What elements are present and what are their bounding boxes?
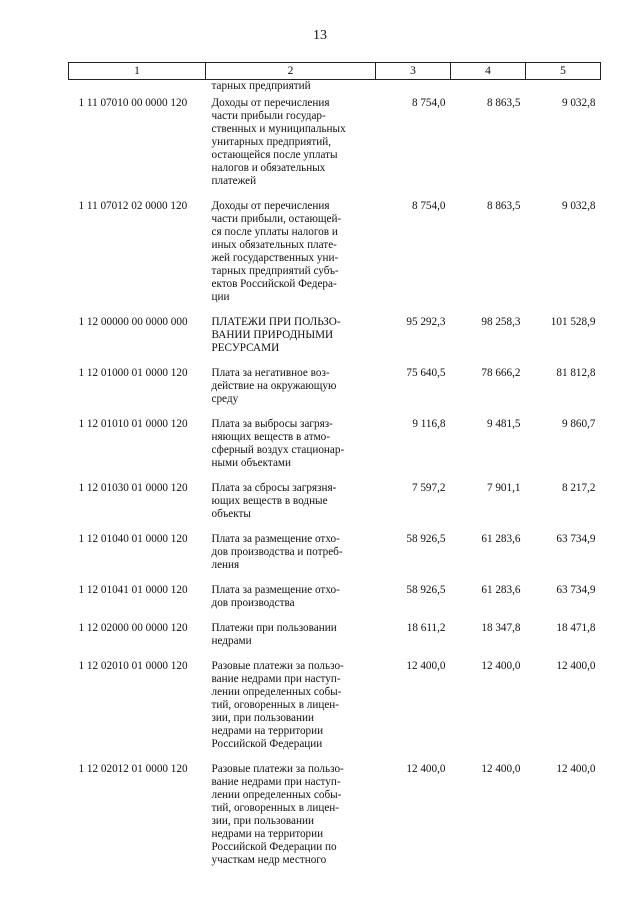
row-code: 1 12 01040 01 0000 120 bbox=[78, 533, 188, 545]
row-code: 1 12 02010 01 0000 120 bbox=[78, 660, 188, 672]
row-name-line: жей государственных уни- bbox=[211, 252, 339, 264]
row-value-col4 bbox=[451, 80, 526, 94]
row-value-col5: 18 471,8 bbox=[556, 622, 596, 634]
row-name bbox=[206, 414, 376, 478]
header-col-3: 3 bbox=[376, 63, 451, 80]
row-value-col3: 12 400,0 bbox=[406, 763, 446, 775]
row-name-line: Плата за размещение отхо- bbox=[211, 584, 340, 596]
row-value-col3: 58 926,5 bbox=[406, 584, 446, 596]
header-col-4: 4 bbox=[451, 63, 526, 80]
row-name-line: Плата за негативное воз- bbox=[211, 367, 330, 379]
table-row bbox=[69, 478, 601, 529]
row-value-col4: 9 481,5 bbox=[486, 418, 521, 430]
row-name-line: Плата за сбросы загрязня- bbox=[211, 482, 337, 494]
row-value-col5: 9 032,8 bbox=[561, 200, 596, 212]
row-name-line: тарных предприятий субъ- bbox=[211, 265, 339, 277]
header-row bbox=[69, 63, 601, 80]
row-value-col5: 9 032,8 bbox=[561, 97, 596, 109]
row-name bbox=[206, 529, 376, 580]
row-name-line: Российской Федерации bbox=[211, 738, 323, 750]
row-value-col5: 9 860,7 bbox=[561, 418, 596, 430]
row-value-col3: 8 754,0 bbox=[411, 97, 446, 109]
row-name-line: унитарных предприятий, bbox=[211, 136, 332, 148]
row-name-line: ектов Российской Федера- bbox=[211, 278, 337, 290]
row-value-col5: 101 528,9 bbox=[550, 316, 596, 328]
row-name-line: ся после уплаты налогов и bbox=[211, 226, 338, 238]
row-value-col4: 12 400,0 bbox=[481, 763, 521, 775]
row-name-line: Российской Федерации по bbox=[211, 841, 337, 853]
row-name-line: Плата за размещение отхо- bbox=[211, 533, 340, 545]
row-value-col3: 12 400,0 bbox=[406, 660, 446, 672]
row-name-line: РЕСУРСАМИ bbox=[211, 342, 280, 354]
row-name-line: ющих веществ в водные bbox=[211, 495, 328, 507]
row-value-col3: 8 754,0 bbox=[411, 200, 446, 212]
row-name-line: Разовые платежи за пользо- bbox=[211, 660, 344, 672]
row-name-line: Разовые платежи за пользо- bbox=[211, 763, 344, 775]
budget-table bbox=[68, 62, 601, 875]
row-code bbox=[69, 80, 206, 94]
row-name-line: Плата за выбросы загряз- bbox=[211, 418, 333, 430]
continuation-row bbox=[69, 80, 601, 94]
row-value-col4: 98 258,3 bbox=[481, 316, 521, 328]
row-name bbox=[206, 656, 376, 759]
row-name-line: лении определенных собы- bbox=[211, 686, 342, 698]
row-value-col4: 7 901,1 bbox=[486, 482, 521, 494]
row-code: 1 12 01041 01 0000 120 bbox=[78, 584, 188, 596]
row-value-col4: 61 283,6 bbox=[481, 584, 521, 596]
header-col-1: 1 bbox=[69, 63, 206, 80]
row-name-line: иных обязательных плате- bbox=[211, 239, 337, 251]
table-row bbox=[69, 414, 601, 478]
row-name bbox=[206, 759, 376, 875]
budget-table-container bbox=[68, 62, 600, 875]
table-body bbox=[69, 80, 601, 876]
row-value-col3: 7 597,2 bbox=[411, 482, 446, 494]
row-value-col4: 12 400,0 bbox=[481, 660, 521, 672]
row-name-line: ления bbox=[211, 559, 240, 571]
row-value-col4: 78 666,2 bbox=[481, 367, 521, 379]
row-name bbox=[206, 80, 376, 94]
row-name-line: среду bbox=[211, 393, 239, 405]
row-name-line: няющих веществ в атмо- bbox=[211, 431, 331, 443]
row-name-line: ПЛАТЕЖИ ПРИ ПОЛЬЗО- bbox=[211, 316, 341, 328]
table-row bbox=[69, 656, 601, 759]
row-name-line: ВАНИИ ПРИРОДНЫМИ bbox=[211, 329, 334, 341]
row-name-line: части прибыли государ- bbox=[211, 110, 326, 122]
row-name-line: недрами bbox=[211, 635, 252, 647]
row-name-line: части прибыли, остающей- bbox=[211, 213, 342, 225]
row-value-col4: 61 283,6 bbox=[481, 533, 521, 545]
row-name-line: лении определенных собы- bbox=[211, 789, 342, 801]
row-value-col3: 58 926,5 bbox=[406, 533, 446, 545]
row-value-col3: 75 640,5 bbox=[406, 367, 446, 379]
table-row bbox=[69, 618, 601, 656]
row-name-line: вание недрами при наступ- bbox=[211, 673, 341, 685]
row-name-line: участкам недр местного bbox=[211, 854, 327, 866]
row-name-line: дов производства и потреб- bbox=[211, 546, 343, 558]
row-code: 1 11 07012 02 0000 120 bbox=[78, 200, 188, 212]
row-name bbox=[206, 93, 376, 196]
row-value-col5 bbox=[526, 80, 601, 94]
row-name-line: тий, оговоренных в лицен- bbox=[211, 699, 340, 711]
row-name bbox=[206, 196, 376, 312]
row-name-line: Доходы от перечисления bbox=[211, 97, 330, 109]
row-name-line: сферный воздух стационар- bbox=[211, 444, 345, 456]
row-value-col4: 8 863,5 bbox=[486, 97, 521, 109]
row-name-line: ными объектами bbox=[211, 457, 291, 469]
row-name bbox=[206, 312, 376, 363]
row-name-line: недрами на территории bbox=[211, 725, 324, 737]
table-row bbox=[69, 580, 601, 618]
header-col-5: 5 bbox=[526, 63, 601, 80]
row-code: 1 12 00000 00 0000 000 bbox=[78, 316, 188, 328]
row-name-line: Доходы от перечисления bbox=[211, 200, 330, 212]
row-value-col5: 12 400,0 bbox=[556, 660, 596, 672]
row-name-line: тий, оговоренных в лицен- bbox=[211, 802, 340, 814]
row-value-col5: 12 400,0 bbox=[556, 763, 596, 775]
row-name-line: действие на окружающую bbox=[211, 380, 337, 392]
table-row bbox=[69, 529, 601, 580]
table-row bbox=[69, 759, 601, 875]
row-name-line: ции bbox=[211, 291, 230, 303]
row-name-line: Платежи при пользовании bbox=[211, 622, 337, 634]
row-name bbox=[206, 363, 376, 414]
row-name-line: вание недрами при наступ- bbox=[211, 776, 341, 788]
page-number: 13 bbox=[313, 28, 327, 43]
row-code: 1 11 07010 00 0000 120 bbox=[78, 97, 188, 109]
row-value-col4: 18 347,8 bbox=[481, 622, 521, 634]
row-code: 1 12 01010 01 0000 120 bbox=[78, 418, 188, 430]
row-value-col5: 8 217,2 bbox=[561, 482, 596, 494]
row-name-line: налогов и обязательных bbox=[211, 162, 326, 174]
row-name bbox=[206, 580, 376, 618]
row-value-col5: 63 734,9 bbox=[556, 584, 596, 596]
row-value-col4: 8 863,5 bbox=[486, 200, 521, 212]
row-value-col3: 95 292,3 bbox=[406, 316, 446, 328]
row-value-col3: 18 611,2 bbox=[406, 622, 446, 634]
row-name-line: зии, при пользовании bbox=[211, 712, 314, 724]
table-row bbox=[69, 312, 601, 363]
row-name-line: платежей bbox=[211, 175, 257, 187]
header-col-2: 2 bbox=[206, 63, 376, 80]
row-name-line: объекты bbox=[211, 508, 251, 520]
row-name-line: недрами на территории bbox=[211, 828, 324, 840]
row-code: 1 12 02012 01 0000 120 bbox=[78, 763, 188, 775]
row-value-col3 bbox=[376, 80, 451, 94]
row-name-line: дов производства bbox=[211, 597, 295, 609]
row-code: 1 12 02000 00 0000 120 bbox=[78, 622, 188, 634]
row-code: 1 12 01000 01 0000 120 bbox=[78, 367, 188, 379]
row-name bbox=[206, 478, 376, 529]
row-name-line: остающейся после уплаты bbox=[211, 149, 338, 161]
row-name-line: тарных предприятий bbox=[211, 80, 311, 92]
row-code: 1 12 01030 01 0000 120 bbox=[78, 482, 188, 494]
table-row bbox=[69, 363, 601, 414]
row-value-col5: 63 734,9 bbox=[556, 533, 596, 545]
table-row bbox=[69, 196, 601, 312]
row-name bbox=[206, 618, 376, 656]
row-value-col5: 81 812,8 bbox=[556, 367, 596, 379]
row-value-col3: 9 116,8 bbox=[412, 418, 446, 430]
row-name-line: ственных и муниципальных bbox=[211, 123, 346, 135]
table-row bbox=[69, 93, 601, 196]
row-name-line: зии, при пользовании bbox=[211, 815, 314, 827]
